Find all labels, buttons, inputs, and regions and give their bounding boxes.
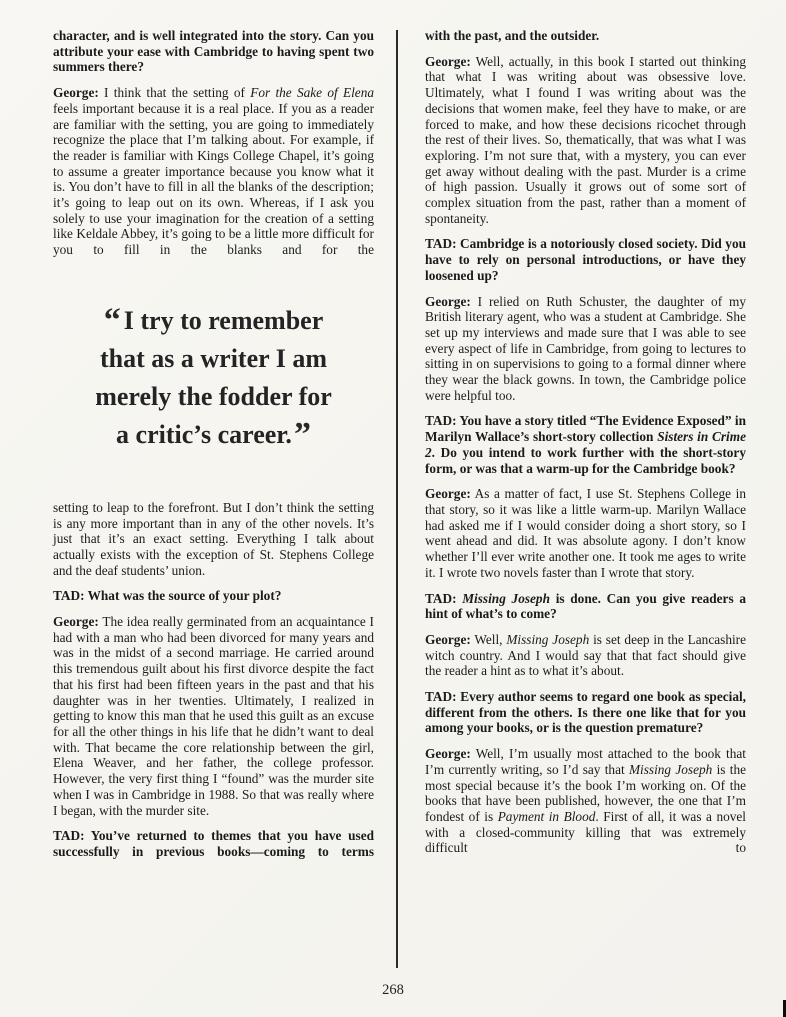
right-column: [425, 28, 746, 866]
pull-quote-line: merely the fodder for: [95, 381, 332, 411]
book-title: Missing Joseph: [628, 761, 713, 777]
speaker-label: George:: [425, 746, 471, 762]
book-title: Payment in Blood: [497, 808, 596, 824]
interview-answer: [425, 294, 746, 404]
text-segment: Well, I’m usually most attached to the book that I’m currently writing, so I’d say that: [425, 746, 746, 777]
text-segment: character, and is well integrated into the story. Can you attribute your ease with Cambridge to having spent two summers there?: [53, 28, 374, 75]
column-divider: [396, 30, 398, 968]
interview-answer: [425, 486, 746, 580]
interview-answer: [53, 500, 374, 579]
interview-answer: [53, 85, 374, 258]
speaker-label: TAD:: [53, 588, 85, 604]
text-segment: As a matter of fact, I use St. Stephens College in that story, so it was like a little warm-up. Marilyn Wallace had asked me if I would consider doing a short story, so I went ahead and did. It was absolute agony. I don’t know whether I’ll ever write another one. It took me ages to write it. I wrote two novels faster than I wrote that story.: [425, 486, 746, 580]
interview-answer: [53, 614, 374, 818]
text-segment: I think that the setting of: [98, 85, 251, 101]
text-segment: is the most special because it’s the book I’m working on. Of the books that have been published, however, the one that I’m fondest of is: [425, 761, 746, 824]
pull-quote-line: a critic’s career.”: [116, 415, 311, 453]
text-segment: The idea really germinated from an acquaintance I had with a man who had been divorced for many years and was in the midst of a second marriage. He carried around this tremendous guilt about his first divorce despite the fact that his first had been fifteen years in the past and that his daughter was in her twenties. Ultimately, I realized in getting to know this man that he used this guilt as an excuse for all the other things in his life that he didn’t want to deal with. That became the core relationship between the girl, Elena Weaver, and her father, the college professor. However, the very first thing I “found” was the murder site when I was in Cambridge in 1988. So that was really where I began, with the murder site.: [53, 614, 374, 818]
text-segment: Every author seems to regard one book as special, different from the others. Is there one like that for you among your books, or is the question premature?: [425, 689, 746, 736]
text-segment: . Do you intend to work further with the short-story form, or was that a warm-up for the Cambridge book?: [425, 444, 746, 476]
speaker-label: TAD:: [53, 828, 85, 844]
text-segment: You’ve returned to themes that you have used successfully in previous books—coming to terms: [53, 828, 374, 859]
text-segment: What was the source of your plot?: [84, 588, 282, 604]
text-segment: is done. Can you give readers a hint of what’s to come?: [425, 590, 746, 622]
interview-question: [425, 236, 746, 283]
text-segment: Well,: [470, 631, 507, 647]
page-number: 268: [382, 982, 404, 998]
interview-answer: [425, 632, 746, 679]
speaker-label: TAD:: [425, 590, 457, 606]
pull-quote-line: “ I try to remember: [103, 301, 324, 339]
page-footer: [0, 982, 786, 999]
speaker-label: George:: [425, 631, 471, 647]
speaker-label: George:: [53, 85, 99, 101]
book-title: Missing Joseph: [506, 631, 590, 647]
text-segment: setting to leap to the forefront. But I don’t think the setting is any more important than in any of the other novels. It’s just that it’s an exact setting. Everything I talk about actually exists with the exception of St. Stephens College and the deaf students’ union.: [53, 499, 374, 578]
interview-answer: [425, 746, 746, 856]
speaker-label: George:: [425, 53, 471, 69]
text-segment: Cambridge is a notoriously closed society. Did you have to rely on personal introductions, or have they loosened up?: [425, 236, 746, 283]
interview-question: [425, 413, 746, 476]
text-segment: feels important because it is a real place. If you as a reader are familiar with the setting, you are going to immediately recognize the place that I’m talking about. For example, if the reader is familiar with Kings College Chapel, it’s going to assume a greater importance because you know what it is. You don’t have to fill in all the blanks of the description; it’s going to leap out on its own. Whereas, if I ask you solely to use your imagination for the creation of a setting like Keldale Abbey, it’s going to be a little more difficult for you to fill in the blanks and for the: [53, 100, 374, 258]
text-segment: Well, actually, in this book I started out thinking that what I was writing about was obsessive love. Ultimately, what I found I was writing about was the decisions that women make, feel they have to make, or are forced to make, and how these decisions ricochet through the rest of their lives. So, thematically, that was what I was exploring. I’m not sure that, with a mystery, you can ever get away without dealing with the past. Murder is a crime of high passion. Usually it grows out of some sort of complex situation from the past, rather than a moment of spontaneity.: [425, 53, 746, 226]
speaker-label: George:: [53, 614, 99, 630]
speaker-label: George:: [425, 293, 471, 309]
interview-question: [53, 28, 374, 75]
text-segment: I relied on Ruth Schuster, the daughter of my British literary agent, who was a student at Cambridge. She set up my interviews and made sure that I was able to see every aspect of life in Cambridge, from going to lectures to sitting in on supervisions to going to a formal dinner where they wear the black gowns. In town, the Cambridge police were helpful too.: [425, 293, 746, 403]
interview-answer: [425, 54, 746, 227]
speaker-label: TAD:: [425, 236, 457, 252]
text-segment: You have a story titled “The Evidence Exposed” in Marilyn Wallace’s short-story collection: [425, 413, 746, 445]
book-title: For the Sake of Elena: [250, 85, 375, 101]
pull-quote: [53, 302, 374, 454]
interview-question: [53, 588, 374, 604]
book-title: Missing Joseph: [462, 590, 550, 606]
book-title: Sisters in Crime 2: [425, 429, 746, 460]
close-quote-icon: ”: [293, 415, 311, 453]
pull-quote-line: that as a writer I am: [100, 343, 327, 373]
interview-question: [425, 28, 746, 44]
text-segment: with the past, and the outsider.: [425, 28, 600, 43]
text-segment: . First of all, it was a novel with a closed-community killing that was extremely difficult to: [425, 808, 746, 856]
open-quote-icon: “: [103, 301, 121, 339]
left-column: [53, 28, 374, 870]
interview-question: [53, 828, 374, 859]
speaker-label: TAD:: [425, 689, 457, 705]
speaker-label: George:: [425, 486, 471, 502]
text-segment: is set deep in the Lancashire witch country. And I would say that that fact should give the reader a hint as to what it’s about.: [425, 631, 746, 679]
interview-question: [425, 689, 746, 736]
interview-question: [425, 591, 746, 622]
speaker-label: TAD:: [425, 413, 457, 429]
